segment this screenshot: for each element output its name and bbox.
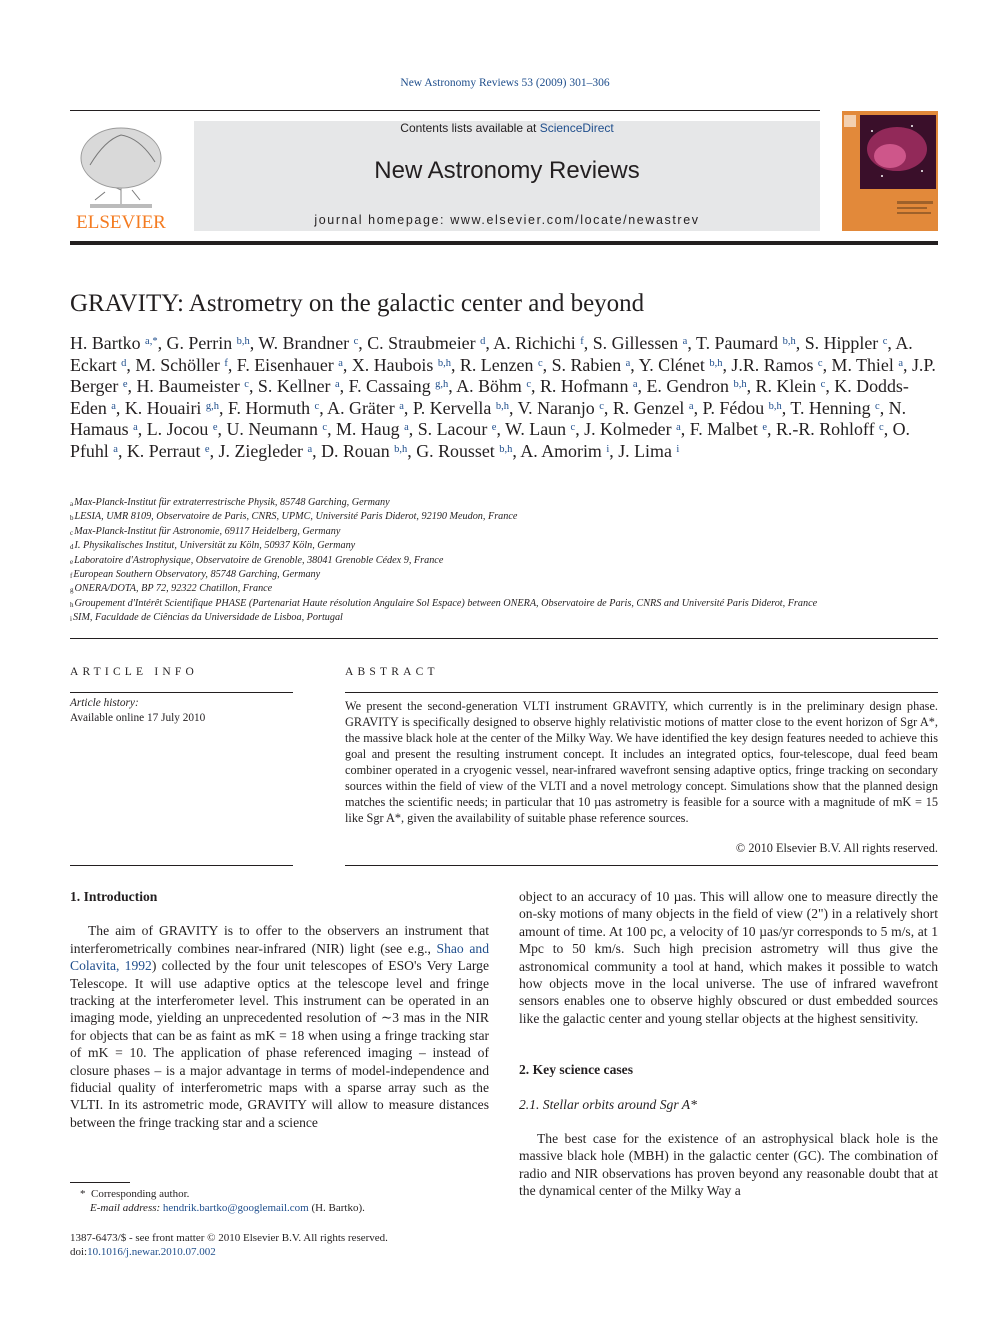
affiliation-key: g — [70, 586, 74, 595]
author-affiliation-mark[interactable]: b,h — [733, 379, 747, 390]
author-affiliation-mark[interactable]: c — [820, 379, 826, 390]
author-affiliation-mark[interactable]: a — [307, 443, 313, 455]
header-thick-rule — [70, 241, 938, 245]
footnote-rule — [70, 1182, 130, 1183]
author-name: G. Perrin — [166, 333, 233, 353]
author-name: F. Malbet — [689, 419, 758, 439]
contents-prefix: Contents lists available at — [400, 121, 540, 135]
doi-link[interactable]: 10.1016/j.newar.2010.07.002 — [87, 1246, 216, 1258]
journal-name: New Astronomy Reviews — [374, 157, 640, 184]
author-name: P. Kervella — [412, 397, 492, 418]
section-1-heading: 1. Introduction — [70, 889, 158, 904]
author-name: A. Amorim — [520, 440, 602, 461]
journal-reference[interactable]: New Astronomy Reviews 53 (2009) 301–306 — [400, 77, 610, 89]
author-name: F. Hormuth — [227, 397, 311, 418]
author-name: H. Baumeister — [136, 376, 240, 396]
author-affiliation-mark[interactable]: c — [353, 336, 359, 347]
info-rule-top — [70, 692, 293, 693]
author-name: J.R. Ramos — [731, 354, 814, 375]
affiliation-rule — [70, 638, 938, 639]
author-name: S. Kellner — [257, 376, 331, 396]
author-name: A. Eckart — [70, 333, 913, 375]
affiliation-text: I. Physikalisches Institut, Universität zu Köln, 50937 Köln, Germany — [74, 540, 356, 552]
author-name: X. Haubois — [351, 354, 434, 375]
affiliation-text: Laboratoire d'Astrophysique, Observatoire de Grenoble, 38041 Grenoble Cédex 9, France — [74, 554, 444, 566]
author-name: C. Straubmeier — [367, 333, 476, 353]
affiliation-text: SIM, Faculdade de Ciências da Universidade de Lisboa, Portugal — [72, 612, 343, 624]
affiliation-item — [70, 611, 942, 625]
author-name: P. Fédou — [702, 397, 765, 418]
author-affiliation-mark[interactable]: a — [338, 357, 343, 369]
author-affiliation-mark[interactable]: f — [580, 336, 584, 347]
affiliation-item — [70, 525, 942, 539]
issn-line: 1387-6473/$ - see front matter © 2010 Elsevier B.V. All rights reserved. — [70, 1232, 388, 1244]
author-name: G. Rousset — [416, 440, 495, 461]
author-list: H. Bartko $^{a,*}$, G. Perrin $^{b,h}$, W. Brandner $^c$, C. Straubmeier $^d$, A. Richichi $^f$, S. Gillessen $^a$, T. Paumard $^{b,h}$, S. Hippler $^c$, A. Eckart $^d$, M. Schöller $^f$, F. Eisenhauer $^a$, X. Haubois $^{b,h}$, R. Lenzen $^c$, S. Rabien $^a$, Y. Clénet $^{b,h}$, J.R. Ramos $^c$, M. Thiel $^a$, J.P. Berger $^e$, H. Baumeister $^c$, S. Kellner $^a$, F. Cassaing $^{g,h}$, A. Böhm $^c$, R. Hofmann $^a$, E. Gendron $^{b,h}$, R. Klein $^c$, K. Dodds-Eden $^a$, K. Houairi $^{g,h}$, F. Hormuth $^c$, A. Gräter $^a$, P. Kervella $^{b,h}$, V. Naranjo $^c$, R. Genzel $^a$, P. Fédou $^{b,h}$, T. Henning $^c$, N. Hamaus $^a$, L. Jocou $^e$, U. Neumann $^c$, M. Haug $^a$, S. Lacour $^e$, W. Laun $^c$, J. Kolmeder $^a$, F. Malbet $^e$, R.-R. Rohloff $^c$, O. Pfuhl $^a$, K. Perraut $^e$, J. Ziegleder $^a$, D. Rouan $^{b,h}$, G. Rousset $^{b,h}$, A. Amorim $^i$, J. Lima $^i$ — [70, 333, 936, 461]
contents-line — [194, 121, 820, 135]
author-affiliation-mark[interactable]: b,h — [495, 400, 509, 412]
author-name: Y. Clénet — [638, 354, 705, 375]
author-name: F. Eisenhauer — [236, 354, 334, 375]
author-name: J.P. Berger — [70, 354, 936, 396]
author-name: J. Lima — [618, 440, 672, 461]
affiliation-item — [70, 597, 942, 611]
affiliation-text: European Southern Observatory, 85748 Garching, Germany — [73, 569, 321, 581]
author-affiliation-mark[interactable]: g,h — [435, 379, 449, 390]
affiliation-text: Max-Planck-Institut für Astronomie, 69117 Heidelberg, Germany — [74, 525, 341, 537]
author-affiliation-mark[interactable]: c — [599, 400, 604, 412]
author-affiliation-mark[interactable]: b,h — [437, 357, 451, 369]
author-affiliation-mark[interactable]: a — [399, 400, 404, 412]
author-affiliation-mark[interactable]: e — [491, 422, 497, 433]
author-name: S. Gillessen — [592, 333, 679, 353]
author-name: T. Paumard — [695, 333, 779, 353]
author-affiliation-mark[interactable]: a — [113, 443, 118, 455]
author-name: J. Kolmeder — [584, 419, 672, 439]
affiliation-text: LESIA, UMR 8109, Observatoire de Paris, CNRS, UPMC, Université Paris Diderot, 92190 Meudon, France — [74, 511, 518, 523]
section-1-paragraph: The aim of GRAVITY is to offer to the observers an instrument that interferometrically combines near-infrared (NIR) light (see e.g., Shao and Colavita, 1992) collected by the four unit telescopes of ESO's Very Large Telescope. It will use adaptive optics at the telescope level and fringe tracking at the interferometer level. This instrument can be operated in an imaging mode, yielding an unprecedented resolution of ∼3 mas in the NIR for objects that can be as faint as mK = 18 when using a fringe tracking star of mK = 10. The application of phase referenced imaging – instead of closure phases – is a major advantage in terms of model-independence and fiducial quality of interferometric maps with a sparse array such as the VLTI. In its astrometric mode, GRAVITY will allow to measure distances between the fringe tracking star and a science — [70, 923, 489, 1130]
body-column-left — [70, 888, 489, 1131]
author-affiliation-mark[interactable]: c — [882, 336, 888, 347]
affiliation-text: ONERA/DOTA, BP 72, 92322 Chatillon, France — [74, 583, 273, 595]
author-name: R. Lenzen — [459, 354, 534, 375]
author-affiliation-mark[interactable]: b,h — [499, 443, 513, 455]
abstract-text: We present the second-generation VLTI instrument GRAVITY, which currently is in the preliminary design phase. GRAVITY is specifically designed to observe highly relativistic motions of matter close to the event horizon of Sgr A*, the massive black hole at the center of the Milky Way. We have identified the key design features needed to achieve this goal and present the resulting instrument concept. It includes an integrated optics, four-telescope, dual feed beam combiner operated in a cryogenic vessel, near-infrared wavefront sensing adaptive optics, fringe tracking on secondary sources within the field of view of the VLTI and a novel metrology concept. Simulations show that the planned design matches the scientific needs; in particular that 10 µas astrometry is feasible for a source with a magnitude of mK = 15 like Sgr A*, given the availability of suitable phase reference sources. — [345, 699, 938, 825]
author-affiliation-mark[interactable]: d — [480, 336, 486, 347]
section-1-paragraph-cont: object to an accuracy of 10 µas. This will allow one to measure directly the on-sky motions of many objects in the field of view (2") in a relatively short amount of time. At 100 pc, a velocity of 10 µas/yr corresponds to 5 m/s, at 1 Mpc to 50 km/s. Such high precision astrometry will thus give the astronomical community a tool at hand, which makes it possible to watch how objects move in the local universe. The use of infrared wavefront sensors enables one to observe highly obscured or dust embedded sources like the galactic center and young stellar objects at the highest sensitivity. — [519, 889, 938, 1026]
author-name: K. Dodds-Eden — [70, 376, 909, 418]
author-name: U. Neumann — [226, 419, 318, 439]
author-affiliation-mark[interactable]: c — [322, 422, 328, 433]
author-name: K. Houairi — [124, 397, 202, 418]
affiliation-item — [70, 539, 942, 553]
sciencedirect-link[interactable]: ScienceDirect — [539, 121, 614, 135]
author-affiliation-mark[interactable]: e — [212, 422, 218, 433]
affiliation-key: c — [70, 528, 74, 537]
author-name: T. Henning — [790, 397, 871, 418]
journal-homepage[interactable]: journal homepage: www.elsevier.com/locate/newastrev — [314, 213, 700, 227]
author-name: O. Pfuhl — [70, 419, 911, 461]
author-affiliation-mark[interactable]: a — [404, 422, 409, 433]
author-name: A. Gräter — [327, 397, 395, 418]
author-name: H. Bartko — [70, 333, 141, 353]
affiliation-list — [70, 496, 942, 626]
author-affiliation-mark[interactable]: g,h — [205, 400, 220, 412]
abstract-rule-top — [345, 692, 938, 693]
author-name: W. Brandner — [258, 333, 350, 353]
author-name: J. Ziegleder — [218, 440, 303, 461]
affiliation-key: d — [70, 543, 74, 552]
author-name: E. Gendron — [646, 376, 729, 396]
abstract-heading: ABSTRACT — [345, 666, 439, 678]
abstract-rule-bottom — [345, 865, 938, 866]
author-affiliation-mark[interactable]: i — [606, 443, 610, 455]
author-affiliation-mark[interactable]: b,h — [236, 336, 250, 347]
body-column-right — [519, 888, 938, 1200]
author-affiliation-mark[interactable]: c — [817, 357, 823, 369]
affiliation-item — [70, 496, 942, 510]
author-affiliation-mark[interactable]: e — [762, 422, 767, 433]
elsevier-tree-logo — [70, 120, 172, 232]
affiliation-item — [70, 554, 942, 568]
issn-doi-block: 1387-6473/$ - see front matter © 2010 Elsevier B.V. All rights reserved. doi:10.1016/j.newar.2010.07.002 — [70, 1232, 388, 1258]
author-affiliation-mark[interactable]: c — [314, 400, 320, 412]
journal-cover-thumbnail — [842, 111, 938, 231]
article-title: GRAVITY: Astrometry on the galactic center and beyond — [70, 290, 645, 317]
author-name: S. Lacour — [417, 419, 488, 439]
author-name: R. Hofmann — [539, 376, 629, 396]
author-affiliation-mark[interactable]: a — [334, 379, 340, 390]
author-affiliation-mark[interactable]: b,h — [709, 357, 723, 369]
author-affiliation-mark[interactable]: a,* — [145, 336, 158, 347]
corresponding-author-footnote: * Corresponding author. E-mail address: hendrik.bartko@googlemail.com (H. Bartko). — [80, 1188, 365, 1214]
author-affiliation-mark[interactable]: a — [898, 357, 903, 369]
author-name: A. Richichi — [493, 333, 576, 353]
author-name: S. Hippler — [804, 333, 879, 353]
author-affiliation-mark[interactable]: c — [244, 379, 249, 390]
author-name: F. Cassaing — [348, 376, 431, 396]
affiliation-key: i — [70, 615, 72, 624]
author-name: K. Perraut — [126, 440, 201, 461]
author-name: R. Genzel — [612, 397, 685, 418]
article-info-heading: ARTICLE INFO — [70, 666, 198, 678]
author-affiliation-mark[interactable]: a — [133, 422, 138, 433]
affiliation-key: h — [70, 600, 74, 609]
author-name: R.-R. Rohloff — [775, 419, 875, 439]
affiliation-key: e — [70, 557, 74, 566]
affiliation-text: Groupement d'Intérêt Scientifique PHASE (Partenariat Haute résolution Angulaire Sol Espace) between ONERA, Observatoire de Paris, CNRS and Université Paris Diderot, France — [74, 597, 818, 609]
abstract-copyright: © 2010 Elsevier B.V. All rights reserved. — [735, 841, 938, 855]
author-affiliation-mark[interactable]: b,h — [782, 336, 796, 347]
elsevier-wordmark: ELSEVIER — [76, 212, 166, 232]
author-name: W. Laun — [505, 419, 567, 439]
author-name: S. Rabien — [551, 354, 622, 375]
author-name: A. Böhm — [456, 376, 522, 396]
author-name: M. Thiel — [831, 354, 894, 375]
author-affiliation-mark[interactable]: a — [625, 357, 631, 369]
footnote-star: * — [80, 1188, 86, 1200]
author-affiliation-mark[interactable]: c — [570, 422, 576, 433]
affiliation-key: f — [70, 572, 73, 581]
author-email-link[interactable]: hendrik.bartko@googlemail.com — [162, 1202, 309, 1214]
article-history-label: Article history: — [70, 697, 139, 709]
section-2-heading: 2. Key science cases — [519, 1062, 634, 1078]
author-affiliation-mark[interactable]: i — [676, 443, 680, 455]
author-name: R. Klein — [755, 376, 817, 396]
author-name: V. Naranjo — [517, 397, 595, 418]
author-affiliation-mark[interactable]: c — [537, 357, 543, 369]
article-history-value: Available online 17 July 2010 — [70, 712, 206, 724]
author-affiliation-mark[interactable]: a — [682, 336, 688, 347]
section-2-1-paragraph: The best case for the existence of an astrophysical black hole is the massive black hole (MBH) in the galactic center (GC). The combination of radio and NIR observations has proven beyond any reasonable doubt that at the dynamical center of the Milky Way a — [519, 1131, 938, 1199]
author-affiliation-mark[interactable]: a — [111, 400, 116, 412]
affiliation-item — [70, 510, 942, 524]
author-affiliation-mark[interactable]: b,h — [768, 400, 782, 412]
author-affiliation-mark[interactable]: a — [676, 422, 681, 433]
author-name: N. Hamaus — [70, 397, 907, 439]
author-affiliation-mark[interactable]: a — [688, 400, 694, 412]
section-2-1-heading: 2.1. Stellar orbits around Sgr A* — [519, 1096, 697, 1112]
author-affiliation-mark[interactable]: c — [875, 400, 880, 412]
author-name: M. Schöller — [135, 354, 220, 375]
author-affiliation-mark[interactable]: a — [632, 379, 638, 390]
author-affiliation-mark[interactable]: b,h — [394, 443, 408, 455]
author-name: M. Haug — [336, 419, 400, 439]
affiliation-key: b — [70, 514, 74, 523]
affiliation-key: a — [70, 500, 74, 508]
author-affiliation-mark[interactable]: c — [879, 422, 884, 433]
author-affiliation-mark[interactable]: c — [526, 379, 531, 390]
affiliation-item — [70, 582, 942, 596]
affiliation-item — [70, 568, 942, 582]
author-affiliation-mark[interactable]: e — [122, 379, 128, 390]
author-name: D. Rouan — [321, 440, 390, 461]
author-affiliation-mark[interactable]: e — [204, 443, 210, 455]
author-affiliation-mark[interactable]: d — [121, 357, 127, 369]
author-name: L. Jocou — [146, 419, 209, 439]
citation-link[interactable]: Shao and Colavita, 1992 — [70, 940, 489, 974]
info-rule-bottom — [70, 865, 293, 866]
top-rule — [70, 110, 820, 111]
author-affiliation-mark[interactable]: f — [224, 357, 228, 369]
affiliation-text: Max-Planck-Institut für extraterrestrische Physik, 85748 Garching, Germany — [74, 497, 390, 508]
